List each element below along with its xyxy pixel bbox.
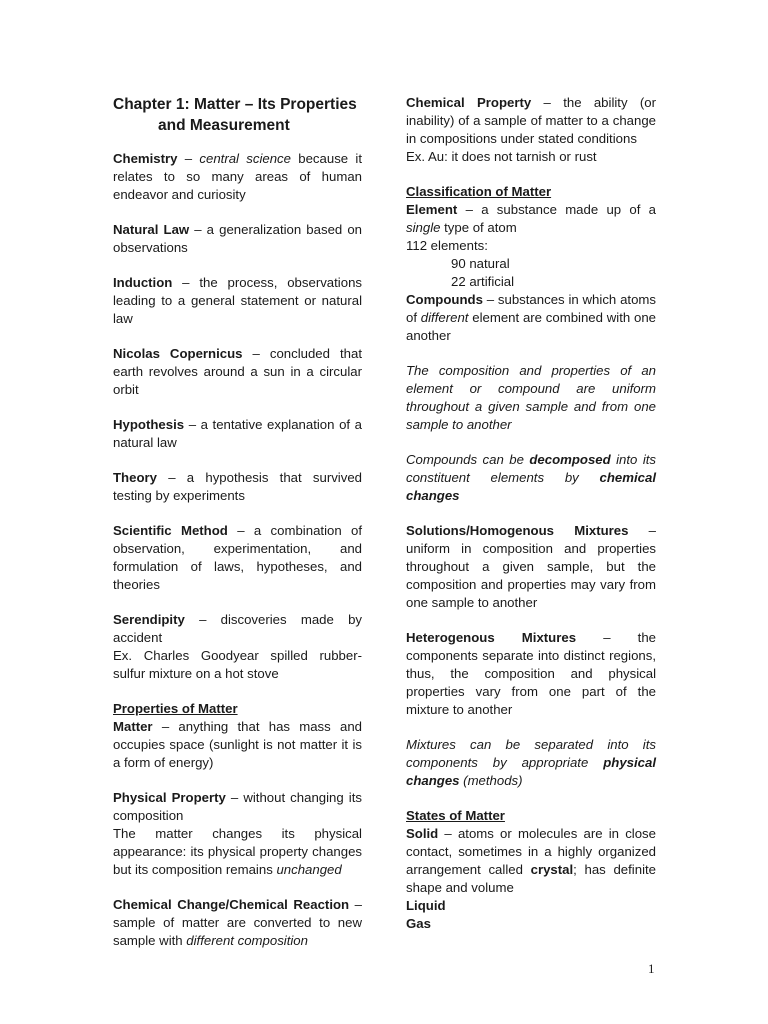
liquid-term: Liquid [406, 898, 446, 913]
physical-property-definition [113, 789, 362, 825]
matter-text: – anything that has mass and occupies space (sunlight is not matter it is a form of energy) [113, 719, 362, 770]
natural-law-term: Natural Law [113, 222, 190, 237]
gas-term: Gas [406, 916, 431, 931]
theory-term: Theory [113, 470, 157, 485]
induction-text: – the process, observations leading to a general statement or natural law [113, 275, 362, 326]
chemistry-term: Chemistry [113, 151, 178, 166]
decomposed-word: decomposed [529, 452, 611, 467]
properties-heading [113, 700, 362, 718]
chapter-title-line2: and Measurement [158, 117, 290, 134]
element-text-italic: single [406, 220, 441, 235]
chemical-change-italic: different composition [186, 933, 308, 948]
physical-note-text: The matter changes its physical appearance: its physical property changes but its composition remains [113, 826, 362, 877]
chemical-property-term: Chemical Property [406, 95, 532, 110]
physical-property-term: Physical Property [113, 790, 226, 805]
serendipity-text: – discoveries made by accident [113, 612, 362, 645]
theory-definition [113, 469, 362, 505]
chemical-property-example: Ex. Au: it does not tarnish or rust [406, 149, 597, 164]
solutions-text: – uniform in composition and properties throughout a given sample, but the composition and properties may vary from one sample to another [406, 523, 656, 610]
induction-term: Induction [113, 275, 173, 290]
theory-text: – a hypothesis that survived testing by experiments [113, 470, 362, 503]
chemical-change-text: sample of matter are converted to new sample with [113, 915, 362, 948]
element-term: Element [406, 202, 458, 217]
matter-definition [113, 718, 362, 772]
hypothesis-text: – a tentative explanation of a natural law [113, 417, 362, 450]
heterogenous-text: – the components separate into distinct regions, thus, the composition and physical properties vary from one part of the mixture to another [406, 630, 656, 717]
heterogenous-definition [406, 629, 656, 719]
mixtures-note [406, 736, 656, 790]
composition-note: The composition and properties of an element or compound are uniform throughout a given sample and from one sample to another [406, 363, 656, 432]
states-heading-text: States of Matter [406, 808, 505, 823]
elements-count: 112 elements: [406, 238, 488, 253]
chemistry-dash: – [177, 151, 200, 166]
serendipity-term: Serendipity [113, 612, 185, 627]
hypothesis-definition [113, 416, 362, 452]
compounds-text-a: – substances in which atoms of [406, 292, 656, 325]
solid-term: Solid [406, 826, 439, 841]
crystal-word: crystal [530, 862, 574, 877]
solutions-definition [406, 522, 656, 612]
decomposition-note [406, 451, 656, 505]
chemical-change-dash: – [349, 897, 362, 912]
natural-elements-count: 90 natural [451, 256, 510, 271]
properties-heading-text: Properties of Matter [113, 701, 238, 716]
chapter-title-line1: Chapter 1: Matter – Its Properties [113, 96, 357, 113]
chemical-property-definition [406, 94, 656, 148]
chemical-change-definition [113, 896, 362, 950]
natural-law-text: – a generalization based on observations [113, 222, 362, 255]
copernicus-definition [113, 345, 362, 399]
compounds-text-b: element are combined with one another [406, 310, 656, 343]
scientific-method-term: Scientific Method [113, 523, 228, 538]
decomposition-text-a: Compounds can be [406, 452, 530, 467]
chemical-changes-phrase: chemical changes [406, 470, 656, 503]
page-number: 1 [648, 961, 655, 976]
matter-term: Matter [113, 719, 153, 734]
copernicus-text: – concluded that earth revolves around a sun in a circular orbit [113, 346, 362, 397]
scientific-method-text: – a combination of observation, experimentation, and formulation of laws, hypotheses, and theories [113, 523, 363, 592]
mixtures-text-a: Mixtures can be separated into its components by appropriate [406, 737, 656, 770]
element-definition [406, 201, 656, 237]
element-text-a: – a substance made up of a [457, 202, 656, 217]
physical-changes-phrase: physical changes [406, 755, 656, 788]
physical-property-text: – without changing its composition [113, 790, 362, 823]
scientific-method-definition [113, 522, 362, 594]
artificial-elements-count: 22 artificial [451, 274, 515, 289]
physical-property-note [113, 825, 362, 879]
element-text-b: type of atom [440, 220, 517, 235]
decomposition-text-c: into its constituent elements by [406, 452, 657, 485]
right-column [406, 94, 656, 933]
natural-law-definition [113, 221, 362, 257]
physical-note-italic: unchanged [276, 862, 342, 877]
serendipity-definition [113, 611, 362, 647]
solid-text-b: ; has definite shape and volume [406, 862, 656, 895]
serendipity-example: Ex. Charles Goodyear spilled rubber-sulfur mixture on a hot stove [113, 648, 362, 681]
hypothesis-term: Hypothesis [113, 417, 185, 432]
mixtures-text-c: (methods) [459, 773, 523, 788]
chemistry-italic: central science [199, 151, 291, 166]
compounds-term: Compounds [406, 292, 483, 307]
induction-definition [113, 274, 362, 328]
solid-text-a: – atoms or molecules are in close contact, sometimes in a highly organized arrangement called [406, 826, 656, 877]
states-heading [406, 807, 656, 825]
left-column [113, 94, 362, 950]
solutions-term: Solutions/Homogenous Mixtures [406, 523, 629, 538]
heterogenous-term: Heterogenous Mixtures [406, 630, 577, 645]
chemistry-text: because it relates to so many areas of human endeavor and curiosity [113, 151, 362, 202]
chemical-change-term: Chemical Change/Chemical Reaction [113, 897, 350, 912]
compounds-definition [406, 291, 656, 345]
copernicus-term: Nicolas Copernicus [113, 346, 243, 361]
chapter-title [113, 94, 362, 136]
compounds-text-italic: different [420, 310, 469, 325]
classification-heading [406, 183, 656, 201]
chemistry-definition [113, 150, 362, 204]
chemical-property-text: – the ability (or inability) of a sample of matter to a change in compositions under stated conditions [406, 95, 657, 146]
classification-heading-text: Classification of Matter [406, 184, 552, 199]
solid-definition [406, 825, 656, 897]
